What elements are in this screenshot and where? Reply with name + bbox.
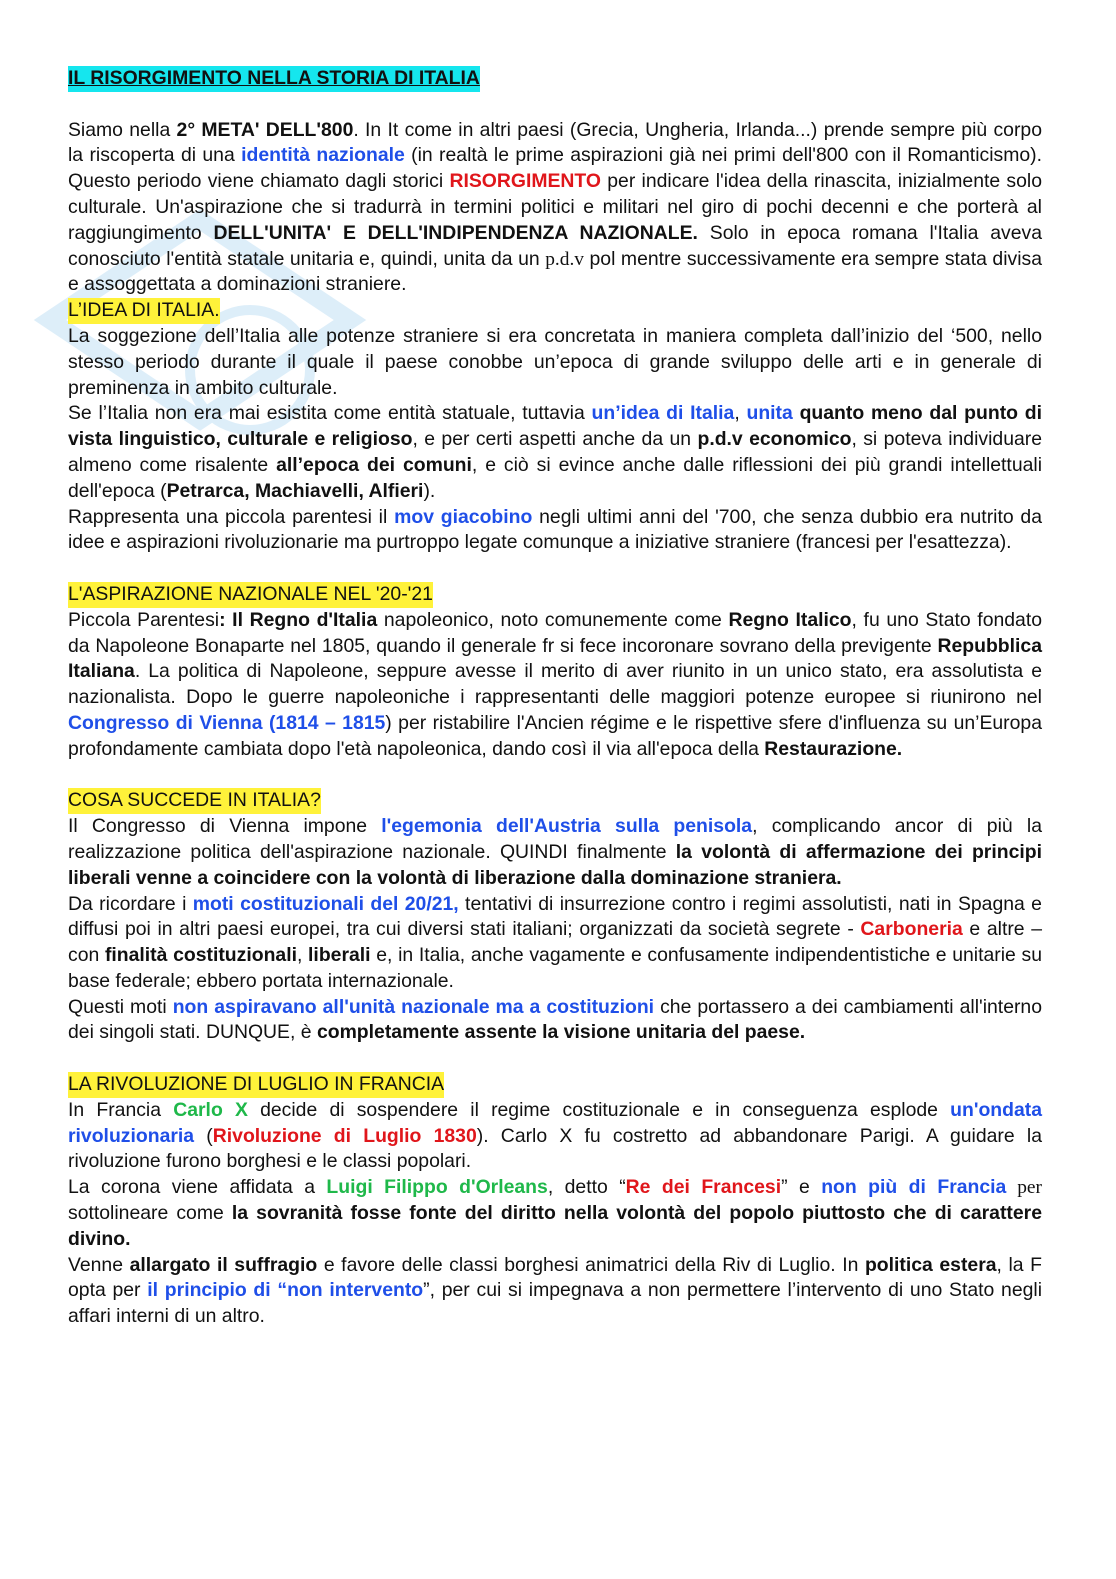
paragraph-soggezione: La soggezione dell’Italia alle potenze straniere si era concretata in maniera completa dall’inizio del ‘500, nello stesso periodo durante il quale il paese conobbe un’epoca di grande sviluppo delle arti e in generale di preminenza in ambito culturale.	[68, 324, 1042, 399]
paragraph-moti: Da ricordare i moti costituzionali del 20/21, tentativi di insurrezione contro i regimi assolutisti, nati in Spagna e diffusi poi in altri paesi europei, tra cui diversi stati italiani; organizzati da società segrete - Carboneria e altre – con finalità costituzionali, liberali e, in Italia, anche vagamente e confusamente indipendentistiche e unitarie su base federale; ebbero portata internazionale.	[68, 892, 1042, 992]
paragraph-luigi-filippo: La corona viene affidata a Luigi Filippo d'Orleans, detto “Re dei Francesi” e non più di Francia per sottolineare come la sovranità fosse fonte del diritto nella volontà del popolo piuttosto che di carattere divino.	[68, 1176, 1042, 1250]
heading-rivoluzione-line	[68, 1072, 1042, 1098]
paragraph-idea-italia: Se l’Italia non era mai esistita come entità statuale, tuttavia un’idea di Italia, unita quanto meno dal punto di vista linguistico, culturale e religioso, e per certi aspetti anche da un p.d.v economico, si poteva individuare almeno come risalente all’epoca dei comuni, e ciò si evince anche dalle riflessioni dei più grandi intellettuali dell'epoca (Petrarca, Machiavelli, Alfieri).	[68, 402, 1043, 502]
heading-aspirazione-line	[68, 582, 1042, 608]
heading-cosa-succede: COSA SUCCEDE IN ITALIA?	[68, 788, 321, 814]
document-title: IL RISORGIMENTO NELLA STORIA DI ITALIA	[68, 66, 480, 92]
paragraph-giacobino: Rappresenta una piccola parentesi il mov giacobino negli ultimi anni del '700, che senza dubbio era nutrito da idee e aspirazioni rivoluzionarie ma purtroppo legate comunque a iniziative straniere (francesi per l'esattezza).	[68, 505, 1042, 554]
heading-aspirazione: L'ASPIRAZIONE NAZIONALE NEL '20-'21	[68, 582, 433, 608]
title-line	[68, 66, 1042, 92]
heading-idea-italia: L’IDEA DI ITALIA.	[68, 298, 220, 324]
paragraph-congresso: Il Congresso di Vienna impone l'egemonia dell'Austria sulla penisola, complicando ancor di più la realizzazione politica dell'aspirazione nazionale. QUINDI finalmente la volontà di affermazione dei principi liberali venne a coincidere con la volontà di liberazione dalla dominazione straniera.	[68, 815, 1042, 889]
heading-cosa-succede-line	[68, 788, 1042, 814]
paragraph-suffragio: Venne allargato il suffragio e favore delle classi borghesi animatrici della Riv di Luglio. In politica estera, la F opta per il principio di “non intervento”, per cui si impegnava a non permettere l’intervento di uno Stato negli affari interni di un altro.	[68, 1253, 1043, 1328]
paragraph-carlo-x: In Francia Carlo X decide di sospendere il regime costituzionale e in conseguenza esplode un'ondata rivoluzionaria (Rivoluzione di Luglio 1830). Carlo X fu costretto ad abbandonare Parigi. A guidare la rivoluzione furono borghesi e le classi popolari.	[68, 1098, 1042, 1173]
paragraph-intro: Siamo nella 2° META' DELL'800. In It come in altri paesi (Grecia, Ungheria, Irlanda...) prende sempre più corpo la riscoperta di una identità nazionale (in realtà le prime aspirazioni già nei primi dell'800 con il Romanticismo). Questo periodo viene chiamato dagli storici RISORGIMENTO per indicare l'idea della rinascita, inizialmente solo culturale. Un'aspirazione che si tradurrà in termini politici e militari nel giro di pochi decenni e che porterà al raggiungimento DELL'UNITA' E DELL'INDIPENDENZA NAZIONALE. Solo in epoca romana l'Italia aveva conosciuto l'entità statale unitaria e, quindi, unita da un p.d.v pol mentre successivamente era sempre stata divisa e assoggettata a dominazioni straniere.	[68, 118, 1042, 296]
document-page	[68, 66, 1042, 1330]
heading-rivoluzione: LA RIVOLUZIONE DI LUGLIO IN FRANCIA	[68, 1072, 444, 1098]
paragraph-regno-italia: Piccola Parentesi: Il Regno d'Italia napoleonico, noto comunemente come Regno Italico, fu uno Stato fondato da Napoleone Bonaparte nel 1805, quando il generale fr si fece incoronare sovrano della previgente Repubblica Italiana. La politica di Napoleone, seppure avesse il merito di aver riunito in un unico stato, era assolutista e nazionalista. Dopo le guerre napoleoniche i rappresentanti delle maggiori potenze europee si riunirono nel Congresso di Vienna (1814 – 1815) per ristabilire l'Ancien régime e le rispettive sfere d'influenza su un’Europa profondamente cambiata dopo l'età napoleonica, dando così il via all'epoca della Restaurazione.	[68, 608, 1042, 760]
paragraph-questi-moti: Questi moti non aspiravano all'unità nazionale ma a costituzioni che portassero a dei cambiamenti all'interno dei singoli stati. DUNQUE, è completamente assente la visione unitaria del paese.	[68, 995, 1042, 1044]
heading-idea-italia-line	[68, 298, 1042, 324]
